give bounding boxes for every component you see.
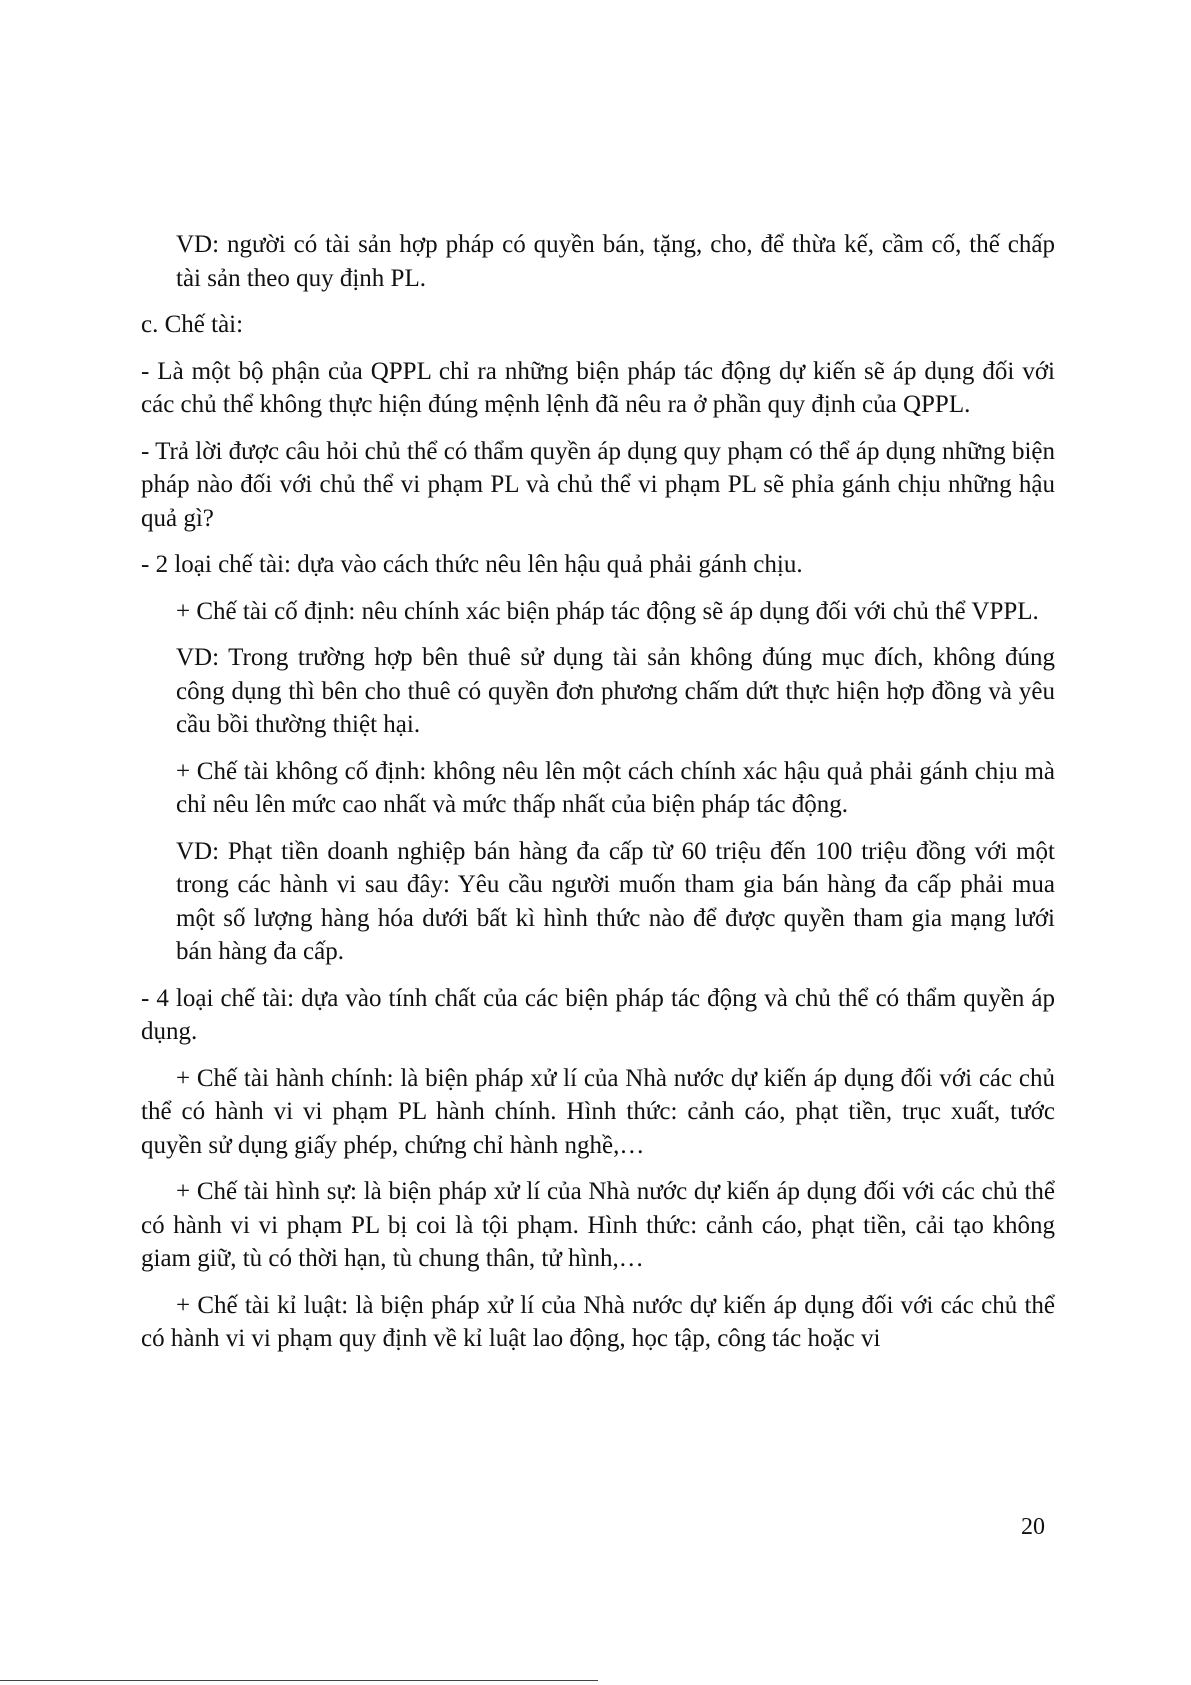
section-heading-sanctions: c. Chế tài:: [141, 311, 244, 338]
fixed-sanction: + Chế tài cố định: nêu chính xác biện pháp tác động sẽ áp dụng đối với chủ thể VPPL.: [176, 597, 1039, 625]
footer-divider: [0, 1680, 598, 1681]
example-non-fixed-sanction: VD: Phạt tiền doanh nghiệp bán hàng đa cấp từ 60 triệu đến 100 triệu đồng với một trong các hành vi sau đây: Yêu cầu người muốn tham gia bán hàng đa cấp phải mua một số lượng hàng hóa dưới bất kì hình thức nào để được quyền tham gia mạng lưới bán hàng đa cấp.: [176, 837, 1055, 965]
example-fixed-sanction: VD: Trong trường hợp bên thuê sử dụng tài sản không đúng mục đích, không đúng công dụng thì bên cho thuê có quyền đơn phương chấm dứt thực hiện hợp đồng và yêu cầu bồi thường thiệt hại.: [176, 644, 1055, 738]
sanction-question: - Trả lời được câu hỏi chủ thể có thẩm quyền áp dụng quy phạm có thể áp dụng những biện pháp nào đối với chủ thể vi phạm PL và chủ thể vi phạm PL sẽ phỉa gánh chịu những hậu quả gì?: [141, 437, 1055, 532]
example-property-rights: VD: người có tài sản hợp pháp có quyền bán, tặng, cho, để thừa kế, cầm cố, thế chấp tài sản theo quy định PL.: [176, 231, 1055, 292]
administrative-sanction: + Chế tài hành chính: là biện pháp xử lí của Nhà nước dự kiến áp dụng đối với các chủ thể có hành vi vi phạm PL hành chính. Hình thức: cảnh cáo, phạt tiền, trục xuất, tước quyền sử dụng giấy phép, chứng chỉ hành nghề,…: [141, 1064, 1055, 1159]
sanction-definition: - Là một bộ phận của QPPL chỉ ra những biện pháp tác động dự kiến sẽ áp dụng đối với các chủ thể không thực hiện đúng mệnh lệnh đã nêu ra ở phần quy định của QPPL.: [141, 357, 1055, 418]
disciplinary-sanction: + Chế tài kỉ luật: là biện pháp xử lí của Nhà nước dự kiến áp dụng đối với các chủ thể có hành vi vi phạm quy định về kỉ luật lao động, học tập, công tác hoặc vi: [141, 1291, 1055, 1352]
non-fixed-sanction: + Chế tài không cố định: không nêu lên một cách chính xác hậu quả phải gánh chịu mà chỉ nêu lên mức cao nhất và mức thấp nhất của biện pháp tác động.: [176, 757, 1055, 818]
two-sanction-types: - 2 loại chế tài: dựa vào cách thức nêu lên hậu quả phải gánh chịu.: [141, 551, 803, 578]
document-body: [141, 228, 1055, 1369]
four-sanction-types: - 4 loại chế tài: dựa vào tính chất của các biện pháp tác động và chủ thể có thẩm quyền áp dụng.: [141, 984, 1055, 1045]
criminal-sanction: + Chế tài hình sự: là biện pháp xử lí của Nhà nước dự kiến áp dụng đối với các chủ thể có hành vi vi phạm PL bị coi là tội phạm. Hình thức: cảnh cáo, phạt tiền, cải tạo không giam giữ, tù có thời hạn, tù chung thân, tử hình,…: [141, 1178, 1055, 1272]
page-number: 20: [1021, 1514, 1045, 1540]
